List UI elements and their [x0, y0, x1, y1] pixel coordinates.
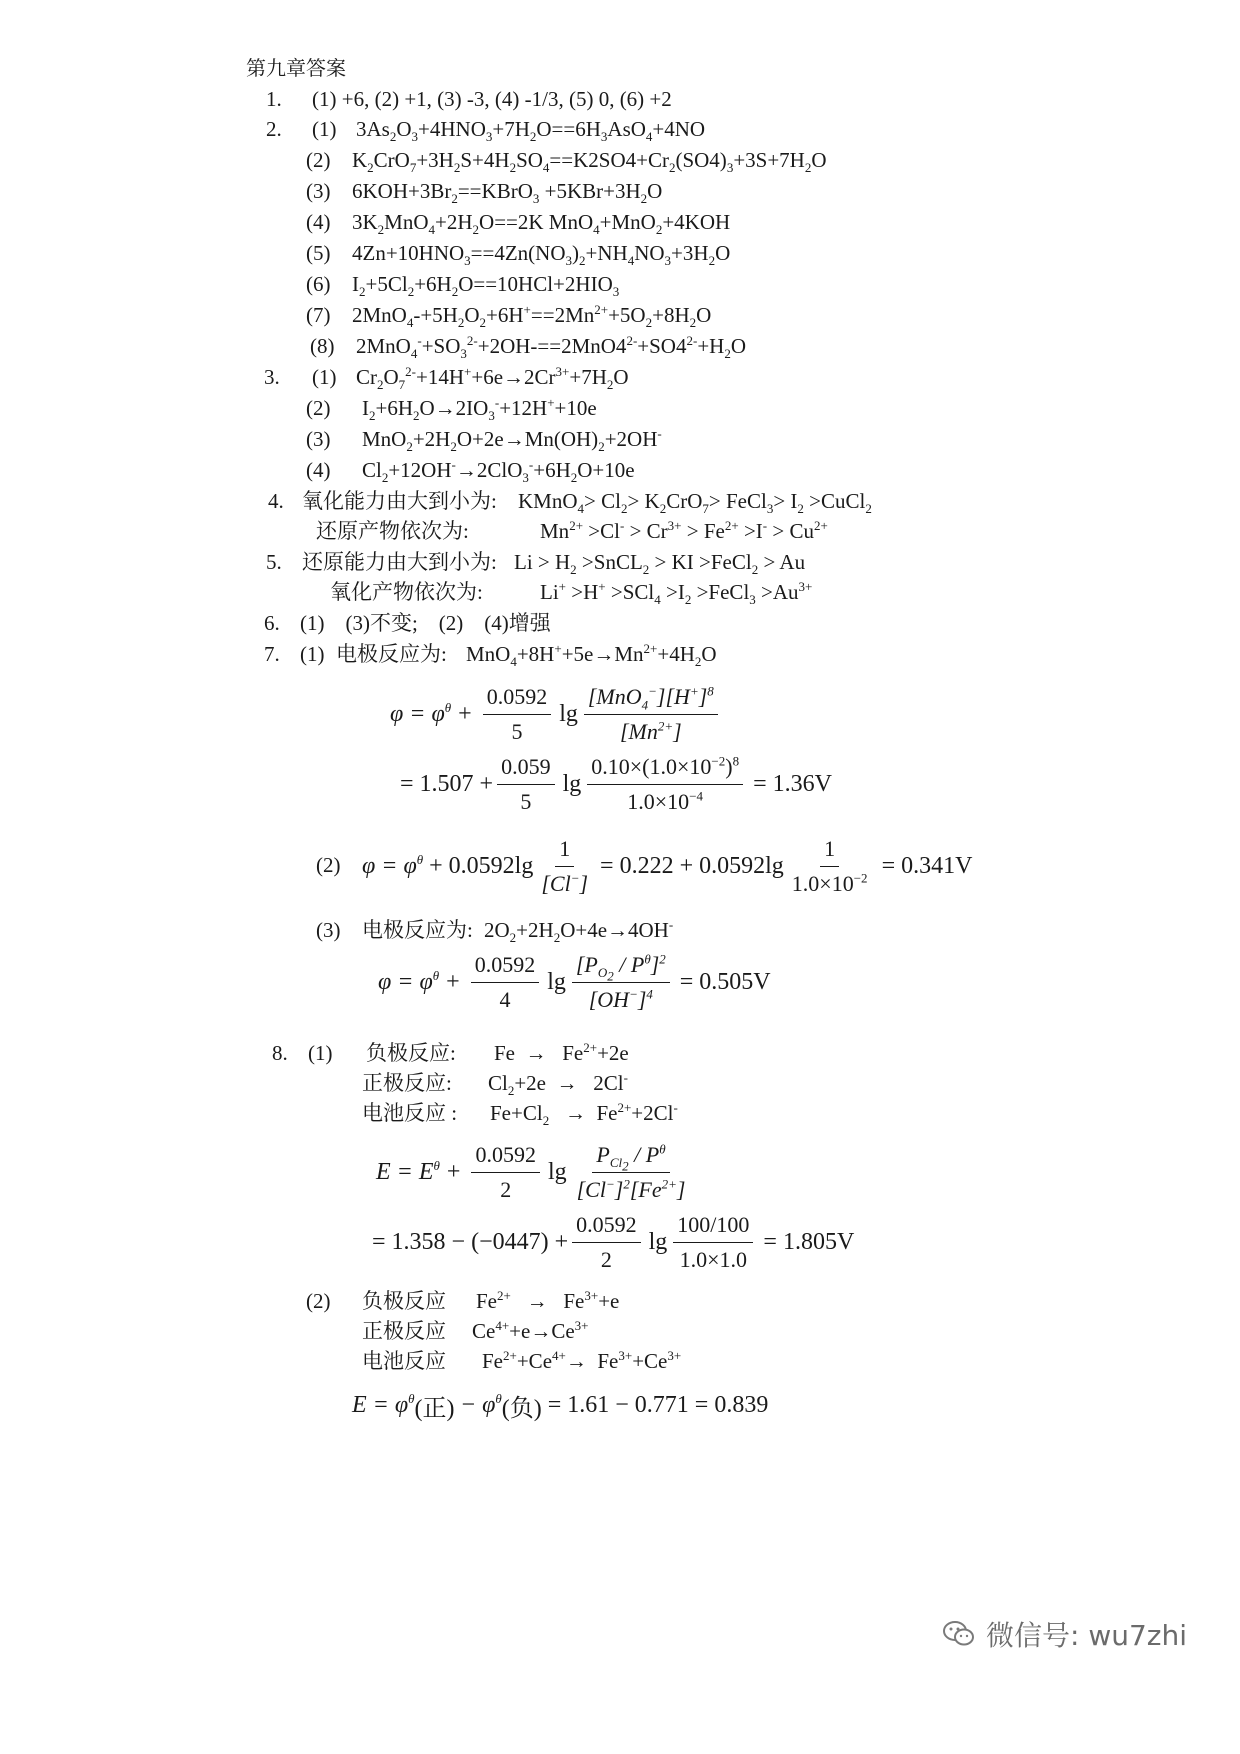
coef-fraction: $\frac{0.0592}{5}$ [483, 682, 552, 747]
q4-products-order: $Mn^{2+} >Cl^- > Cr^{3+} > Fe^{2+} >I^- > Cu^{2+}$ [540, 518, 828, 543]
q2-number: 2. [266, 117, 282, 141]
q8-positive-label: 正极反应: [362, 1071, 452, 1095]
q8-negative-label: 负极反应 [362, 1289, 446, 1313]
q8-cell-label: 电池反应 [362, 1349, 446, 1373]
q2-part-label: (6) [306, 272, 331, 296]
q5-reduction-order: $Li > H_2$ >SnCL$_2$ > KI >FeCl$_2$ > Au [514, 550, 806, 578]
wechat-watermark [942, 1612, 1187, 1656]
value-fraction: $\frac{0.10\times(1.0\times 10^{-2})^8}{1.0\times 10^{-4}}$ [587, 752, 743, 817]
q3-half-reaction-2: $I_2+6H_2O\to 2IO_3^-+12H^++10e$ [362, 395, 597, 424]
q7-electrode-reaction-1: $MnO_4+8H^++5e\to Mn^{2+}+4H_2O$ [466, 641, 717, 670]
q5-reduction-label: 还原能力由大到小为: [302, 550, 497, 574]
q7-electrode-label: 电极反应为: [336, 642, 447, 666]
q7-electrode-label: 电极反应为: [362, 918, 473, 942]
q2-part-label: (3) [306, 179, 331, 203]
q8-number: 8. [272, 1041, 288, 1065]
q2-part-label: (7) [306, 303, 331, 327]
q2-part-label: (5) [306, 241, 331, 265]
q2-equation-4: $3K_2MnO_4+2H_2O==2K$ MnO$_4$+MnO$_2$+4KOH [352, 210, 731, 238]
q3-part-label: (1) [312, 365, 337, 389]
q3-half-reaction-3: $MnO_2+2H_2O+2e\to Mn(OH)_2+2OH^-$ [362, 426, 662, 455]
q7-nernst-equation-1-result: = 1.507 + $\frac{0.059}{5}$ lg $\frac{0.10\times(1.0\times 10^{-2})^8}{1.0\times 10^{-4}}$ = 1.36V [400, 752, 832, 817]
q8-positive-label: 正极反应 [362, 1319, 446, 1343]
watermark-text: 微信号: wu7zhi [986, 1619, 1188, 1652]
q1-number: 1. [266, 87, 282, 111]
q2-equation-5: $4Zn+10HNO_3==4Zn(NO_3)_2+NH_4NO_3+3H_2O$ [352, 241, 731, 269]
q5-products-label: 氧化产物依次为: [330, 580, 483, 604]
q7-part-label: (2) [316, 853, 341, 877]
coef-fraction: $\frac{0.059}{5}$ [497, 752, 555, 817]
q4-oxidation-label: 氧化能力由大到小为: [302, 489, 497, 513]
q4-number: 4. [268, 489, 284, 513]
q7-electrode-reaction-3: $2O_2+2H_2O+4e\to 4OH^-$ [484, 917, 674, 946]
q8-negative-label: 负极反应: [366, 1041, 456, 1065]
q2-part-label: (4) [306, 210, 331, 234]
q2-equation-3: $6KOH+3Br_2==KBrO_3 +5KBr+3H_2O$ [352, 179, 663, 207]
q2-part-label: (8) [310, 334, 335, 358]
q8-nernst-equation-1: $E = E^\theta$ + $\frac{0.0592}{2}$ lg $\frac{P_{Cl_2} / P^\theta}{[Cl^-]^2[Fe^{2+}]}$ [376, 1141, 686, 1202]
q6-answer: (1) (3)不变; (2) (4)增强 [300, 611, 551, 635]
q3-part-label: (3) [306, 427, 331, 451]
q5-products-order: $Li^+ >H^+ >SCl_4 >I_2$ >FeCl$_3$ $>Au^{3+}$ [540, 579, 813, 608]
q2-equation-8: $2MnO_4^-+SO_3^{2-}+2OH-==2MnO4^{2-}+SO4^{2-}+H_2O$ [356, 333, 747, 362]
q8-nernst-equation-1-result: = 1.358 − (−0447) + $\frac{0.0592}{2}$ lg $\frac{100/100}{1.0\times 1.0}$ = 1.805V [372, 1212, 855, 1272]
q8-cell-label: 电池反应 : [362, 1101, 458, 1125]
q7-nernst-equation-2: $\varphi = \varphi^\theta$ + 0.0592lg $\frac{1}{[Cl^-]}$ = 0.222 + 0.0592lg $\frac{1}{1.0\times 10^{-2}}$ = 0.341V [362, 836, 973, 896]
q8-part-label: (2) [306, 1289, 331, 1313]
q8-cell-reaction-2: $Fe^{2+}+Ce^{4+}\to Fe^{3+}+Ce^{3+}$ [482, 1348, 682, 1373]
q7-part-label: (1) [300, 642, 325, 666]
q8-positive-reaction: $Cl_2+2e \to 2Cl^-$ [488, 1070, 628, 1099]
wechat-icon [942, 1619, 976, 1649]
q7-number: 7. [264, 642, 280, 666]
q8-positive-reaction-2: $Ce^{4+}+e\to Ce^{3+}$ [472, 1318, 589, 1343]
q3-part-label: (2) [306, 396, 331, 420]
q2-equation-1: $3As_2O_3+4HNO_3+7H_2O==6H_3AsO_4+4NO$ [356, 117, 706, 145]
q3-part-label: (4) [306, 458, 331, 482]
q8-negative-reaction-2: $Fe^{2+} \to Fe^{3+}+e$ [476, 1288, 620, 1313]
q7-nernst-equation-3: $\varphi = \varphi^\theta$ + $\frac{0.0592}{4}$ lg $\frac{[P_{O_2} / P^\theta]^2}{[OH^-]^4}$ = 0.505V [378, 951, 771, 1012]
q6-number: 6. [264, 611, 280, 635]
concentration-fraction: $\frac{[MnO_4^-][H^+]^8}{[Mn^{2+}]}$ [584, 682, 718, 747]
q5-number: 5. [266, 550, 282, 574]
q2-equation-7: $2MnO_4-+5H_2O_2+6H^+==2Mn^{2+}+5O_2+8H_2O$ [352, 302, 712, 331]
q8-cell-reaction: $Fe+Cl_2 \to Fe^{2+}+2Cl^-$ [490, 1100, 678, 1129]
q2-equation-2: $K_2CrO_7+3H_2S+4H_2SO_4==K2SO4+Cr_2(SO4)_3+3S+7H_2O$ [352, 148, 827, 176]
q2-equation-6: $I_2+5Cl_2+6H_2O==10HCl+2HIO_3$ [352, 272, 620, 300]
q8-negative-reaction: $Fe \to Fe^{2+}+2e$ [494, 1040, 629, 1065]
q3-half-reaction-1: $Cr_2O_7^{2-}+14H^++6e\to 2Cr^{3+}+7H_2O$ [356, 364, 629, 393]
page-title: 第九章答案 [246, 58, 346, 80]
q7-nernst-equation-1: $\varphi = \varphi^\theta$ + $\frac{0.0592}{5}$ lg $\frac{[MnO_4^-][H^+]^8}{[Mn^{2+}]}$ [390, 682, 722, 747]
q3-number: 3. [264, 365, 280, 389]
q2-part-label: (2) [306, 148, 331, 172]
q1-answer: (1) +6, (2) +1, (3) -3, (4) -1/3, (5) 0, (6) +2 [312, 87, 672, 111]
q7-part-label: (3) [316, 918, 341, 942]
q4-oxidation-order: KMnO$_4$> $Cl_2> K_2CrO_7>$ FeCl$_3$> $I_2$ >CuCl$_2$ [518, 489, 872, 517]
q2-part-label: (1) [312, 117, 337, 141]
q4-products-label: 还原产物依次为: [316, 519, 469, 543]
q8-part-label: (1) [308, 1041, 333, 1065]
q3-half-reaction-4: $Cl_2+12OH^-\to 2ClO_3^-+6H_2O+10e$ [362, 457, 635, 486]
q8-emf-equation: $E = \varphi^\theta$ (正) − $\varphi^\theta$ (负) = 1.61 − 0.771 = 0.839 [352, 1391, 769, 1422]
phi-symbol: $\varphi = \varphi^\theta$ [390, 700, 452, 727]
